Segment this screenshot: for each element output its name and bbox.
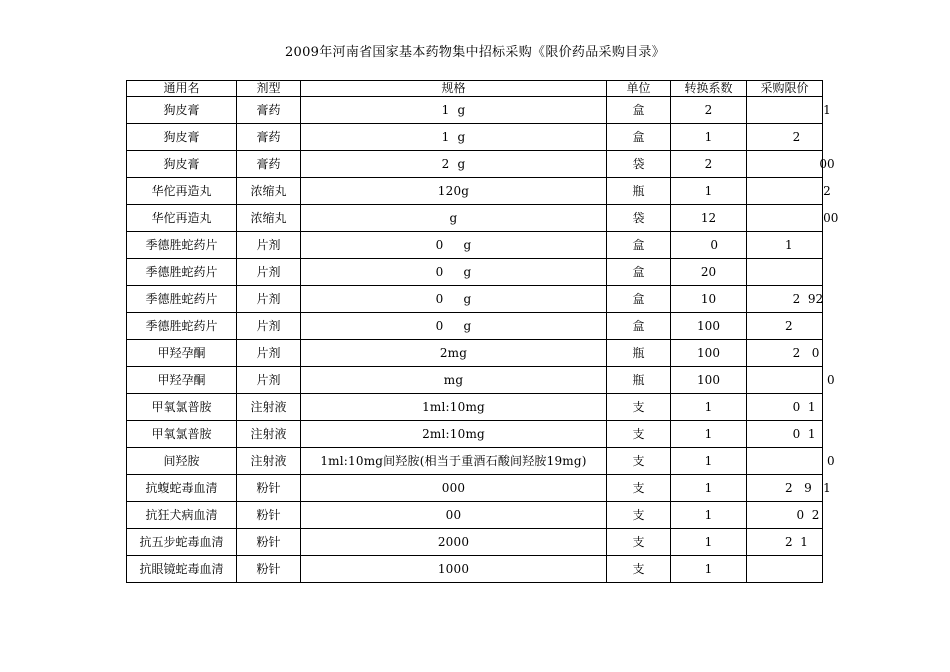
- table-row: [127, 205, 823, 232]
- specification-cell-text: 2000: [437, 535, 470, 549]
- price-limit-cell: [747, 394, 823, 421]
- specification-cell: [301, 232, 607, 259]
- unit-cell: [607, 97, 671, 124]
- dosage-form-cell-text: 粉针: [256, 481, 281, 495]
- unit-cell-text: 盒: [632, 265, 645, 279]
- conversion-factor-cell-text: 0: [698, 238, 719, 252]
- conversion-factor-cell: [671, 232, 747, 259]
- dosage-form-cell-text: 粉针: [256, 535, 281, 549]
- table-row: [127, 178, 823, 205]
- unit-cell: [607, 151, 671, 178]
- generic-name-cell-text: 间羟胺: [163, 454, 200, 468]
- price-limit-cell-text: 2: [785, 130, 801, 144]
- dosage-form-cell: [237, 529, 301, 556]
- unit-cell: [607, 502, 671, 529]
- dosage-form-cell: [237, 232, 301, 259]
- price-limit-cell: [747, 475, 831, 502]
- generic-name-cell: [127, 502, 237, 529]
- unit-cell-text: 瓶: [632, 373, 645, 387]
- price-limit-cell: [747, 151, 835, 178]
- conversion-factor-cell: [671, 448, 747, 475]
- conversion-factor-cell-text: 100: [697, 373, 720, 387]
- generic-name-cell-text: 抗五步蛇毒血清: [139, 535, 224, 549]
- price-limit-cell: [747, 367, 835, 394]
- header-unit: 单位: [607, 81, 671, 97]
- table-row: [127, 340, 823, 367]
- generic-name-cell-text: 抗蝮蛇毒血清: [145, 481, 218, 495]
- specification-cell-text: 1 g: [441, 103, 466, 117]
- dosage-form-cell: [237, 421, 301, 448]
- table-header-row: [127, 81, 823, 97]
- generic-name-cell-text: 狗皮膏: [163, 157, 200, 171]
- specification-cell-text: 000: [441, 481, 466, 495]
- unit-cell-text: 支: [632, 427, 645, 441]
- unit-cell: [607, 448, 671, 475]
- specification-cell: [301, 556, 607, 583]
- header-generic-name: 通用名: [127, 81, 237, 97]
- unit-cell-text: 盒: [632, 238, 645, 252]
- dosage-form-cell: [237, 205, 301, 232]
- document-title: 2009年河南省国家基本药物集中招标采购《限价药品采购目录》: [284, 45, 666, 60]
- generic-name-cell-text: 季德胜蛇药片: [145, 319, 218, 333]
- specification-cell: [301, 529, 607, 556]
- specification-cell: [301, 313, 607, 340]
- generic-name-cell-text: 华佗再造丸: [151, 211, 212, 225]
- specification-cell-text: g: [449, 211, 458, 225]
- specification-cell-text: 0 g: [435, 238, 472, 252]
- specification-cell-text: mg: [443, 373, 464, 387]
- specification-cell: [301, 97, 607, 124]
- conversion-factor-cell: [671, 340, 747, 367]
- table-row: [127, 475, 823, 502]
- unit-cell-text: 支: [632, 481, 645, 495]
- dosage-form-cell: [237, 178, 301, 205]
- specification-cell: [301, 502, 607, 529]
- price-limit-cell: [747, 529, 823, 556]
- dosage-form-cell-text: 片剂: [256, 265, 281, 279]
- specification-cell-text: 1ml:10mg间羟胺(相当于重酒石酸间羟胺19mg): [320, 454, 587, 468]
- specification-cell: [301, 151, 607, 178]
- specification-cell: [301, 286, 607, 313]
- unit-cell-text: 支: [632, 454, 645, 468]
- conversion-factor-cell-text: 12: [700, 211, 717, 225]
- specification-cell-text: 00: [445, 508, 462, 522]
- unit-cell-text: 支: [632, 508, 645, 522]
- unit-cell: [607, 475, 671, 502]
- dosage-form-cell-text: 膏药: [256, 130, 281, 144]
- price-limit-cell-text: 2 1: [785, 535, 808, 549]
- dosage-form-cell-text: 粉针: [256, 508, 281, 522]
- price-limit-cell-text: 0 1: [785, 427, 816, 441]
- specification-cell-text: 2ml:10mg: [422, 427, 485, 441]
- table-row: [127, 151, 823, 178]
- conversion-factor-cell-text: 1: [704, 454, 713, 468]
- conversion-factor-cell-text: 1: [704, 400, 713, 414]
- dosage-form-cell-text: 片剂: [256, 346, 281, 360]
- generic-name-cell: [127, 556, 237, 583]
- specification-cell: [301, 421, 607, 448]
- unit-cell: [607, 529, 671, 556]
- specification-cell: [301, 124, 607, 151]
- conversion-factor-cell: [671, 205, 747, 232]
- table-row: [127, 232, 823, 259]
- specification-cell: [301, 205, 607, 232]
- generic-name-cell-text: 季德胜蛇药片: [145, 292, 218, 306]
- table-row: [127, 286, 823, 313]
- conversion-factor-cell-text: 100: [697, 319, 720, 333]
- specification-cell-text: 2 g: [441, 157, 466, 171]
- conversion-factor-cell-text: 100: [697, 346, 720, 360]
- generic-name-cell: [127, 421, 237, 448]
- table-row: [127, 259, 823, 286]
- conversion-factor-cell-text: 1: [704, 562, 713, 576]
- specification-cell-text: 2mg: [439, 346, 468, 360]
- specification-cell: [301, 475, 607, 502]
- price-limit-cell-text: 0: [785, 373, 835, 387]
- conversion-factor-cell-text: 1: [704, 427, 713, 441]
- table-row: [127, 556, 823, 583]
- dosage-form-cell-text: 注射液: [250, 454, 287, 468]
- unit-cell-text: 盒: [632, 103, 645, 117]
- specification-cell-text: 0 g: [435, 319, 472, 333]
- unit-cell-text: 支: [632, 400, 645, 414]
- price-limit-cell: [747, 502, 823, 529]
- header-dosage-form: 剂型: [237, 81, 301, 97]
- dosage-form-cell-text: 膏药: [256, 103, 281, 117]
- generic-name-cell-text: 甲氧氯普胺: [151, 400, 212, 414]
- price-limit-cell: [747, 421, 823, 448]
- dosage-form-cell: [237, 151, 301, 178]
- generic-name-cell: [127, 178, 237, 205]
- dosage-form-cell: [237, 259, 301, 286]
- generic-name-cell: [127, 529, 237, 556]
- generic-name-cell: [127, 340, 237, 367]
- dosage-form-cell: [237, 97, 301, 124]
- conversion-factor-cell: [671, 421, 747, 448]
- specification-cell-text: 0 g: [435, 292, 472, 306]
- unit-cell-text: 瓶: [632, 346, 645, 360]
- table-row: [127, 394, 823, 421]
- conversion-factor-cell: [671, 313, 747, 340]
- header-specification: 规格: [301, 81, 607, 97]
- price-limit-cell: [747, 178, 831, 205]
- specification-cell-text: 1ml:10mg: [422, 400, 485, 414]
- unit-cell: [607, 286, 671, 313]
- dosage-form-cell-text: 片剂: [256, 373, 281, 387]
- unit-cell: [607, 421, 671, 448]
- dosage-form-cell: [237, 394, 301, 421]
- table-row: [127, 421, 823, 448]
- unit-cell: [607, 232, 671, 259]
- dosage-form-cell: [237, 475, 301, 502]
- unit-cell: [607, 394, 671, 421]
- generic-name-cell: [127, 367, 237, 394]
- specification-cell-text: 1000: [437, 562, 470, 576]
- dosage-form-cell-text: 浓缩丸: [250, 184, 287, 198]
- conversion-factor-cell: [671, 475, 747, 502]
- price-limit-cell-text: 2 9 1: [785, 481, 831, 495]
- table-row: [127, 502, 823, 529]
- generic-name-cell: [127, 313, 237, 340]
- generic-name-cell-text: 甲羟孕酮: [157, 373, 206, 387]
- conversion-factor-cell: [671, 286, 747, 313]
- table-row: [127, 313, 823, 340]
- price-limit-cell-text: 00: [785, 157, 835, 171]
- conversion-factor-cell: [671, 502, 747, 529]
- generic-name-cell: [127, 232, 237, 259]
- unit-cell-text: 盒: [632, 319, 645, 333]
- header-price-limit: 采购限价: [747, 81, 823, 97]
- conversion-factor-cell-text: 1: [704, 130, 713, 144]
- price-limit-cell: [747, 286, 823, 313]
- dosage-form-cell-text: 浓缩丸: [250, 211, 287, 225]
- generic-name-cell-text: 季德胜蛇药片: [145, 238, 218, 252]
- specification-cell: [301, 367, 607, 394]
- generic-name-cell: [127, 286, 237, 313]
- price-limit-cell-text: 2: [785, 184, 831, 198]
- generic-name-cell: [127, 205, 237, 232]
- price-limit-cell: [747, 124, 823, 151]
- generic-name-cell: [127, 259, 237, 286]
- unit-cell-text: 袋: [632, 157, 645, 171]
- dosage-form-cell-text: 片剂: [256, 319, 281, 333]
- dosage-form-cell-text: 膏药: [256, 157, 281, 171]
- dosage-form-cell-text: 注射液: [250, 427, 287, 441]
- unit-cell-text: 盒: [632, 130, 645, 144]
- conversion-factor-cell-text: 2: [704, 103, 713, 117]
- price-limit-cell: [747, 448, 835, 475]
- dosage-form-cell: [237, 502, 301, 529]
- conversion-factor-cell-text: 10: [700, 292, 717, 306]
- table-body: [127, 97, 839, 583]
- conversion-factor-cell: [671, 394, 747, 421]
- price-limit-cell: [747, 313, 823, 340]
- dosage-form-cell-text: 注射液: [250, 400, 287, 414]
- conversion-factor-cell: [671, 259, 747, 286]
- generic-name-cell-text: 甲氧氯普胺: [151, 427, 212, 441]
- price-limit-cell: [747, 97, 831, 124]
- unit-cell-text: 支: [632, 535, 645, 549]
- price-limit-cell: [747, 259, 823, 286]
- dosage-form-cell: [237, 556, 301, 583]
- price-limit-cell-text: 0 1: [785, 400, 816, 414]
- dosage-form-cell: [237, 124, 301, 151]
- conversion-factor-cell: [671, 367, 747, 394]
- generic-name-cell: [127, 124, 237, 151]
- price-limit-cell-text: 1: [785, 103, 831, 117]
- generic-name-cell: [127, 97, 237, 124]
- conversion-factor-cell: [671, 556, 747, 583]
- generic-name-cell-text: 抗眼镜蛇毒血清: [139, 562, 224, 576]
- specification-cell: [301, 394, 607, 421]
- table-row: [127, 367, 823, 394]
- dosage-form-cell: [237, 340, 301, 367]
- table-row: [127, 529, 823, 556]
- dosage-form-cell-text: 片剂: [256, 238, 281, 252]
- generic-name-cell-text: 华佗再造丸: [151, 184, 212, 198]
- header-conversion-factor: 转换系数: [671, 81, 747, 97]
- price-limit-cell-text: 0 2: [785, 508, 820, 522]
- conversion-factor-cell: [671, 124, 747, 151]
- unit-cell: [607, 259, 671, 286]
- conversion-factor-cell-text: 20: [700, 265, 717, 279]
- conversion-factor-cell: [671, 178, 747, 205]
- generic-name-cell-text: 季德胜蛇药片: [145, 265, 218, 279]
- unit-cell-text: 支: [632, 562, 645, 576]
- unit-cell: [607, 205, 671, 232]
- price-limit-cell: [747, 232, 823, 259]
- unit-cell-text: 盒: [632, 292, 645, 306]
- drug-catalog-table: [126, 80, 839, 583]
- conversion-factor-cell: [671, 97, 747, 124]
- specification-cell-text: 0 g: [435, 265, 472, 279]
- generic-name-cell-text: 狗皮膏: [163, 130, 200, 144]
- unit-cell: [607, 178, 671, 205]
- price-limit-cell-text: 00: [785, 211, 839, 225]
- specification-cell: [301, 340, 607, 367]
- price-limit-cell-text: 2: [785, 319, 793, 333]
- generic-name-cell: [127, 448, 237, 475]
- conversion-factor-cell: [671, 529, 747, 556]
- unit-cell: [607, 340, 671, 367]
- dosage-form-cell: [237, 286, 301, 313]
- specification-cell-text: 1 g: [441, 130, 466, 144]
- price-limit-cell-text: 1: [785, 238, 793, 252]
- price-limit-cell-text: 2 0: [785, 346, 820, 360]
- specification-cell: [301, 178, 607, 205]
- dosage-form-cell-text: 粉针: [256, 562, 281, 576]
- generic-name-cell-text: 抗狂犬病血清: [145, 508, 218, 522]
- unit-cell-text: 袋: [632, 211, 645, 225]
- conversion-factor-cell-text: 1: [704, 535, 713, 549]
- table-row: [127, 97, 823, 124]
- dosage-form-cell-text: 片剂: [256, 292, 281, 306]
- price-limit-cell: [747, 340, 823, 367]
- dosage-form-cell: [237, 313, 301, 340]
- conversion-factor-cell-text: 1: [704, 184, 713, 198]
- price-limit-cell: [747, 205, 839, 232]
- unit-cell: [607, 313, 671, 340]
- price-limit-cell-text: 0: [785, 454, 835, 468]
- generic-name-cell: [127, 475, 237, 502]
- specification-cell: [301, 259, 607, 286]
- unit-cell: [607, 124, 671, 151]
- unit-cell: [607, 367, 671, 394]
- generic-name-cell-text: 甲羟孕酮: [157, 346, 206, 360]
- generic-name-cell: [127, 394, 237, 421]
- table-row: [127, 124, 823, 151]
- dosage-form-cell: [237, 448, 301, 475]
- conversion-factor-cell-text: 1: [704, 481, 713, 495]
- price-limit-cell-text: 2 92: [785, 292, 824, 306]
- specification-cell-text: 120g: [437, 184, 470, 198]
- generic-name-cell: [127, 151, 237, 178]
- conversion-factor-cell-text: 2: [704, 157, 713, 171]
- generic-name-cell-text: 狗皮膏: [163, 103, 200, 117]
- dosage-form-cell: [237, 367, 301, 394]
- unit-cell-text: 瓶: [632, 184, 645, 198]
- unit-cell: [607, 556, 671, 583]
- table-row: [127, 448, 823, 475]
- conversion-factor-cell: [671, 151, 747, 178]
- price-limit-cell: [747, 556, 823, 583]
- conversion-factor-cell-text: 1: [704, 508, 713, 522]
- specification-cell: [301, 448, 607, 475]
